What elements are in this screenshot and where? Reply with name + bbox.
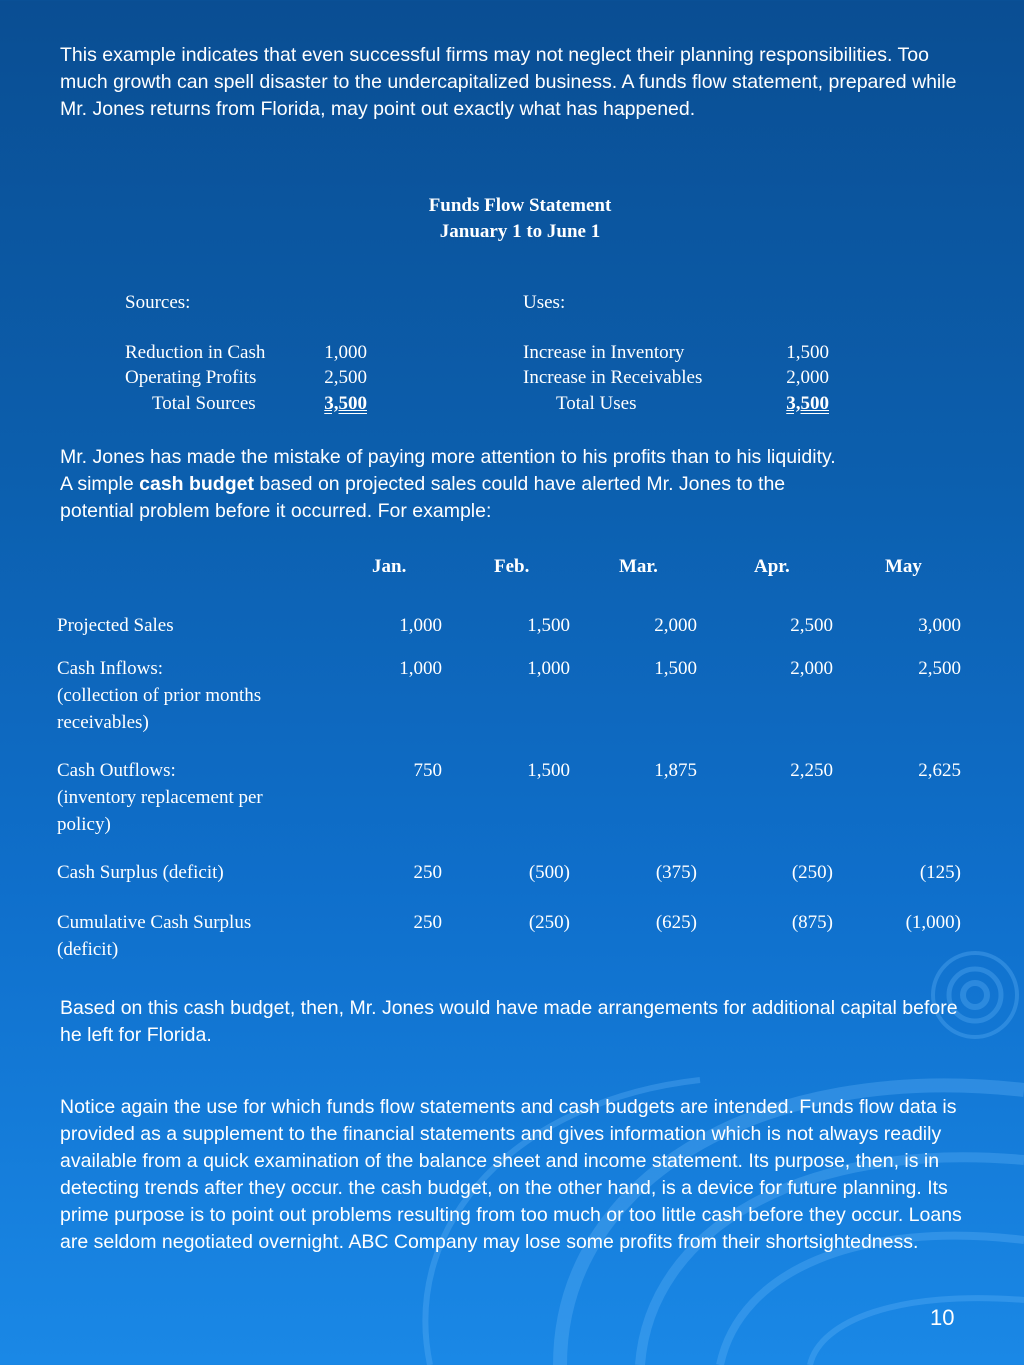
row-label: Projected Sales [57,615,174,636]
source-value: 1,000 [324,342,367,363]
use-value: 2,000 [786,367,829,388]
table-cell: (875) [791,912,833,933]
total-sources-value: 3,500 [324,393,367,414]
row-label: Cumulative Cash Surplus (deficit) [57,912,252,960]
table-cell: (500) [528,862,570,883]
row-label: Cash Surplus (deficit) [57,862,224,883]
table-cell: (250) [528,912,570,933]
intro-paragraph: This example indicates that even successful firms may not neglect their planning responsibilities. Too much growth can spell disaster to the undercapitalized business. A funds flow statement, prepared while Mr. Jones returns from Florida, may point out exactly what has happened. [60,44,957,120]
funds-flow-title: Funds Flow Statement [428,195,612,216]
mistake-line: potential problem before it occurred. For example: [60,500,492,522]
table-cell: (125) [919,862,961,883]
month-header: Apr. [754,556,790,577]
table-cell: (250) [791,862,833,883]
conclusion-paragraph: Based on this cash budget, then, Mr. Jones would have made arrangements for additional capital before he left for Florida. [60,997,958,1046]
page-number: 10 [930,1305,955,1330]
mistake-text: A simple [60,473,140,495]
mistake-paragraph [60,444,975,525]
table-cell: 1,000 [527,658,570,679]
total-uses-label: Total Uses [556,393,637,414]
table-cell: 2,500 [918,658,961,679]
table-cell: 2,000 [654,615,697,636]
use-label: Increase in Inventory [523,342,685,363]
source-label: Operating Profits [125,367,257,388]
use-value: 1,500 [786,342,829,363]
table-cell: 3,000 [918,615,961,636]
use-label: Increase in Receivables [523,367,703,388]
month-header: Jan. [372,556,407,577]
mistake-line [60,471,975,498]
table-cell: 2,500 [790,615,833,636]
source-label: Reduction in Cash [125,342,266,363]
total-sources-label: Total Sources [152,393,256,414]
table-cell: 250 [413,912,442,933]
table-cell: (625) [655,912,697,933]
month-header: May [885,556,922,577]
month-header: Feb. [494,556,530,577]
uses-header: Uses: [523,292,566,313]
mistake-line: Mr. Jones has made the mistake of paying more attention to his profits than to his liquidity. [60,446,836,468]
table-cell: 1,500 [654,658,697,679]
source-value: 2,500 [324,367,367,388]
sources-header: Sources: [125,292,191,313]
row-label: Cash Outflows: (inventory replacement per policy) [57,760,263,835]
table-cell: 1,000 [399,658,442,679]
table-cell: 250 [413,862,442,883]
table-cell: 2,250 [790,760,833,781]
funds-flow-period: January 1 to June 1 [439,221,601,242]
table-cell: 750 [413,760,442,781]
cash-budget-term: cash budget [139,473,254,495]
table-cell: 1,000 [399,615,442,636]
table-cell: (375) [655,862,697,883]
table-cell: 1,500 [527,615,570,636]
month-header: Mar. [619,556,658,577]
table-cell: 2,000 [790,658,833,679]
mistake-text: based on projected sales could have alerted Mr. Jones to the [253,473,786,495]
row-label: Cash Inflows: (collection of prior months receivables) [57,658,262,733]
table-cell: 1,500 [527,760,570,781]
total-uses-value: 3,500 [786,393,829,414]
table-cell: 2,625 [918,760,961,781]
table-cell: (1,000) [905,912,961,933]
table-cell: 1,875 [654,760,697,781]
notice-paragraph: Notice again the use for which funds flow statements and cash budgets are intended. Funds flow data is provided as a supplement to the financial statements and gives information which is not always readily available from a quick examination of the balance sheet and income statement. Its purpose, then, is in detecting trends after they occur. the cash budget, on the other hand, is a device for future planning. Its prime purpose is to point out problems resulting from too much or too little cash before they occur. Loans are seldom negotiated overnight. ABC Company may lose some profits from their shortsightedness. [60,1096,962,1253]
